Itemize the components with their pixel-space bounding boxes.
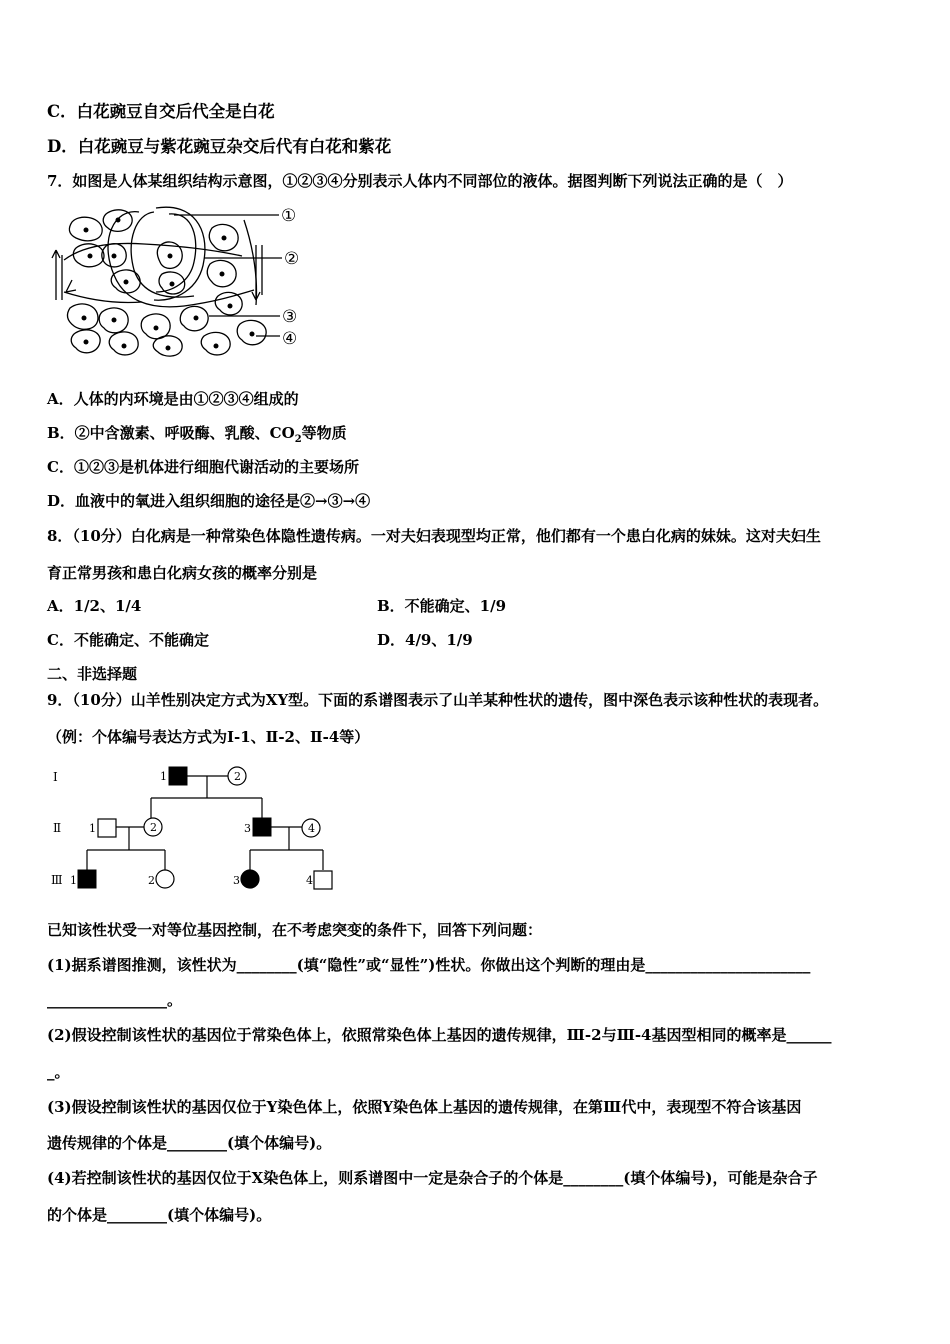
q7-option-c: C．①②③是机体进行细胞代谢活动的主要场所 xyxy=(47,458,359,476)
q9-part1-line1: (1)据系谱图推测，该性状为________(填“隐性”或“显性”)性状。你做出这个判断的理由是______________________ xyxy=(47,956,811,974)
III2-number: 2 xyxy=(148,874,155,887)
III3-affected-female xyxy=(241,870,259,888)
III1-affected-male xyxy=(78,870,96,888)
q7-option-b: B．②中含激素、呼吸酶、乳酸、$CO_2$等物质 xyxy=(47,424,347,445)
q6-option-c: C．白花豌豆自交后代全是白花 xyxy=(47,102,275,121)
q9-part4-line1: (4)若控制该性状的基因仅位于X染色体上，则系谱图中一定是杂合子的个体是________(填个体编号)，可能是杂合子 xyxy=(47,1169,818,1187)
q7-stem: 7．如图是人体某组织结构示意图，①②③④分别表示人体内不同部位的液体。据图判断下列说法正确的是（ ） xyxy=(47,172,793,190)
q8-option-b: B．不能确定、1/9 xyxy=(377,597,507,615)
tissue-diagram xyxy=(44,200,314,360)
II4-number: 4 xyxy=(308,822,315,835)
q9-part1-line2: ________________。 xyxy=(47,991,183,1009)
II1-male xyxy=(98,819,116,837)
I1-affected-male xyxy=(169,767,187,785)
q9-part3-line1: (3)假设控制该性状的基因仅位于Y染色体上，依照Y染色体上基因的遗传规律，在第Ⅲ代中，表现型不符合该基因 xyxy=(47,1098,802,1116)
II1-number: 1 xyxy=(89,822,96,835)
q7-option-d: D．血液中的氧进入组织细胞的途径是②→③→④ xyxy=(47,492,371,510)
gen-label-2: Ⅱ xyxy=(53,821,62,835)
III2-female xyxy=(156,870,174,888)
gen-label-1: Ⅰ xyxy=(53,770,58,784)
III4-male xyxy=(314,871,332,889)
q8-stem-line2: 育正常男孩和患白化病女孩的概率分别是 xyxy=(47,564,318,582)
II3-affected-male xyxy=(253,818,271,836)
q7-option-a: A．人体的内环境是由①②③④组成的 xyxy=(47,390,299,408)
q9-part2-line1: (2)假设控制该性状的基因位于常染色体上，依照常染色体上基因的遗传规律，Ⅲ-2与Ⅲ-4基因型相同的概率是______ xyxy=(47,1026,832,1044)
q9-stem-line1: 9．（10分）山羊性别决定方式为XY型。下面的系谱图表示了山羊某种性状的遗传，图中深色表示该种性状的表现者。 xyxy=(47,691,829,709)
q9-part2-line2: _。 xyxy=(47,1063,70,1081)
label-1: ① xyxy=(281,206,297,226)
q8-option-a: A．1/2、1/4 xyxy=(47,597,142,615)
label-4: ④ xyxy=(282,329,298,349)
section-heading: 二、非选择题 xyxy=(47,665,138,683)
II2-number: 2 xyxy=(150,821,157,834)
II3-number: 3 xyxy=(244,822,251,835)
q9-part3-line2: 遗传规律的个体是________(填个体编号)。 xyxy=(47,1134,332,1152)
pedigree-chart xyxy=(44,760,344,900)
q6-option-d: D．白花豌豆与紫花豌豆杂交后代有白花和紫花 xyxy=(47,137,392,156)
q9-stem-line2: （例：个体编号表达方式为Ⅰ-1、Ⅱ-2、Ⅱ-4等） xyxy=(47,728,370,746)
q9-intro: 已知该性状受一对等位基因控制，在不考虑突变的条件下，回答下列问题： xyxy=(47,921,543,939)
III1-number: 1 xyxy=(70,874,77,887)
q8-option-d: D．4/9、1/9 xyxy=(377,631,473,649)
I1-number: 1 xyxy=(160,770,167,783)
q8-option-c: C．不能确定、不能确定 xyxy=(47,631,209,649)
I2-number: 2 xyxy=(234,770,241,783)
label-3: ③ xyxy=(282,307,298,327)
q9-part4-line2: 的个体是________(填个体编号)。 xyxy=(47,1206,272,1224)
q8-stem-line1: 8．（10分）白化病是一种常染色体隐性遗传病。一对夫妇表现型均正常，他们都有一个患白化病的妹妹。这对夫妇生 xyxy=(47,527,821,545)
gen-label-3: Ⅲ xyxy=(51,873,63,887)
III3-number: 3 xyxy=(233,874,240,887)
III4-number: 4 xyxy=(306,874,313,887)
label-2: ② xyxy=(284,249,300,269)
